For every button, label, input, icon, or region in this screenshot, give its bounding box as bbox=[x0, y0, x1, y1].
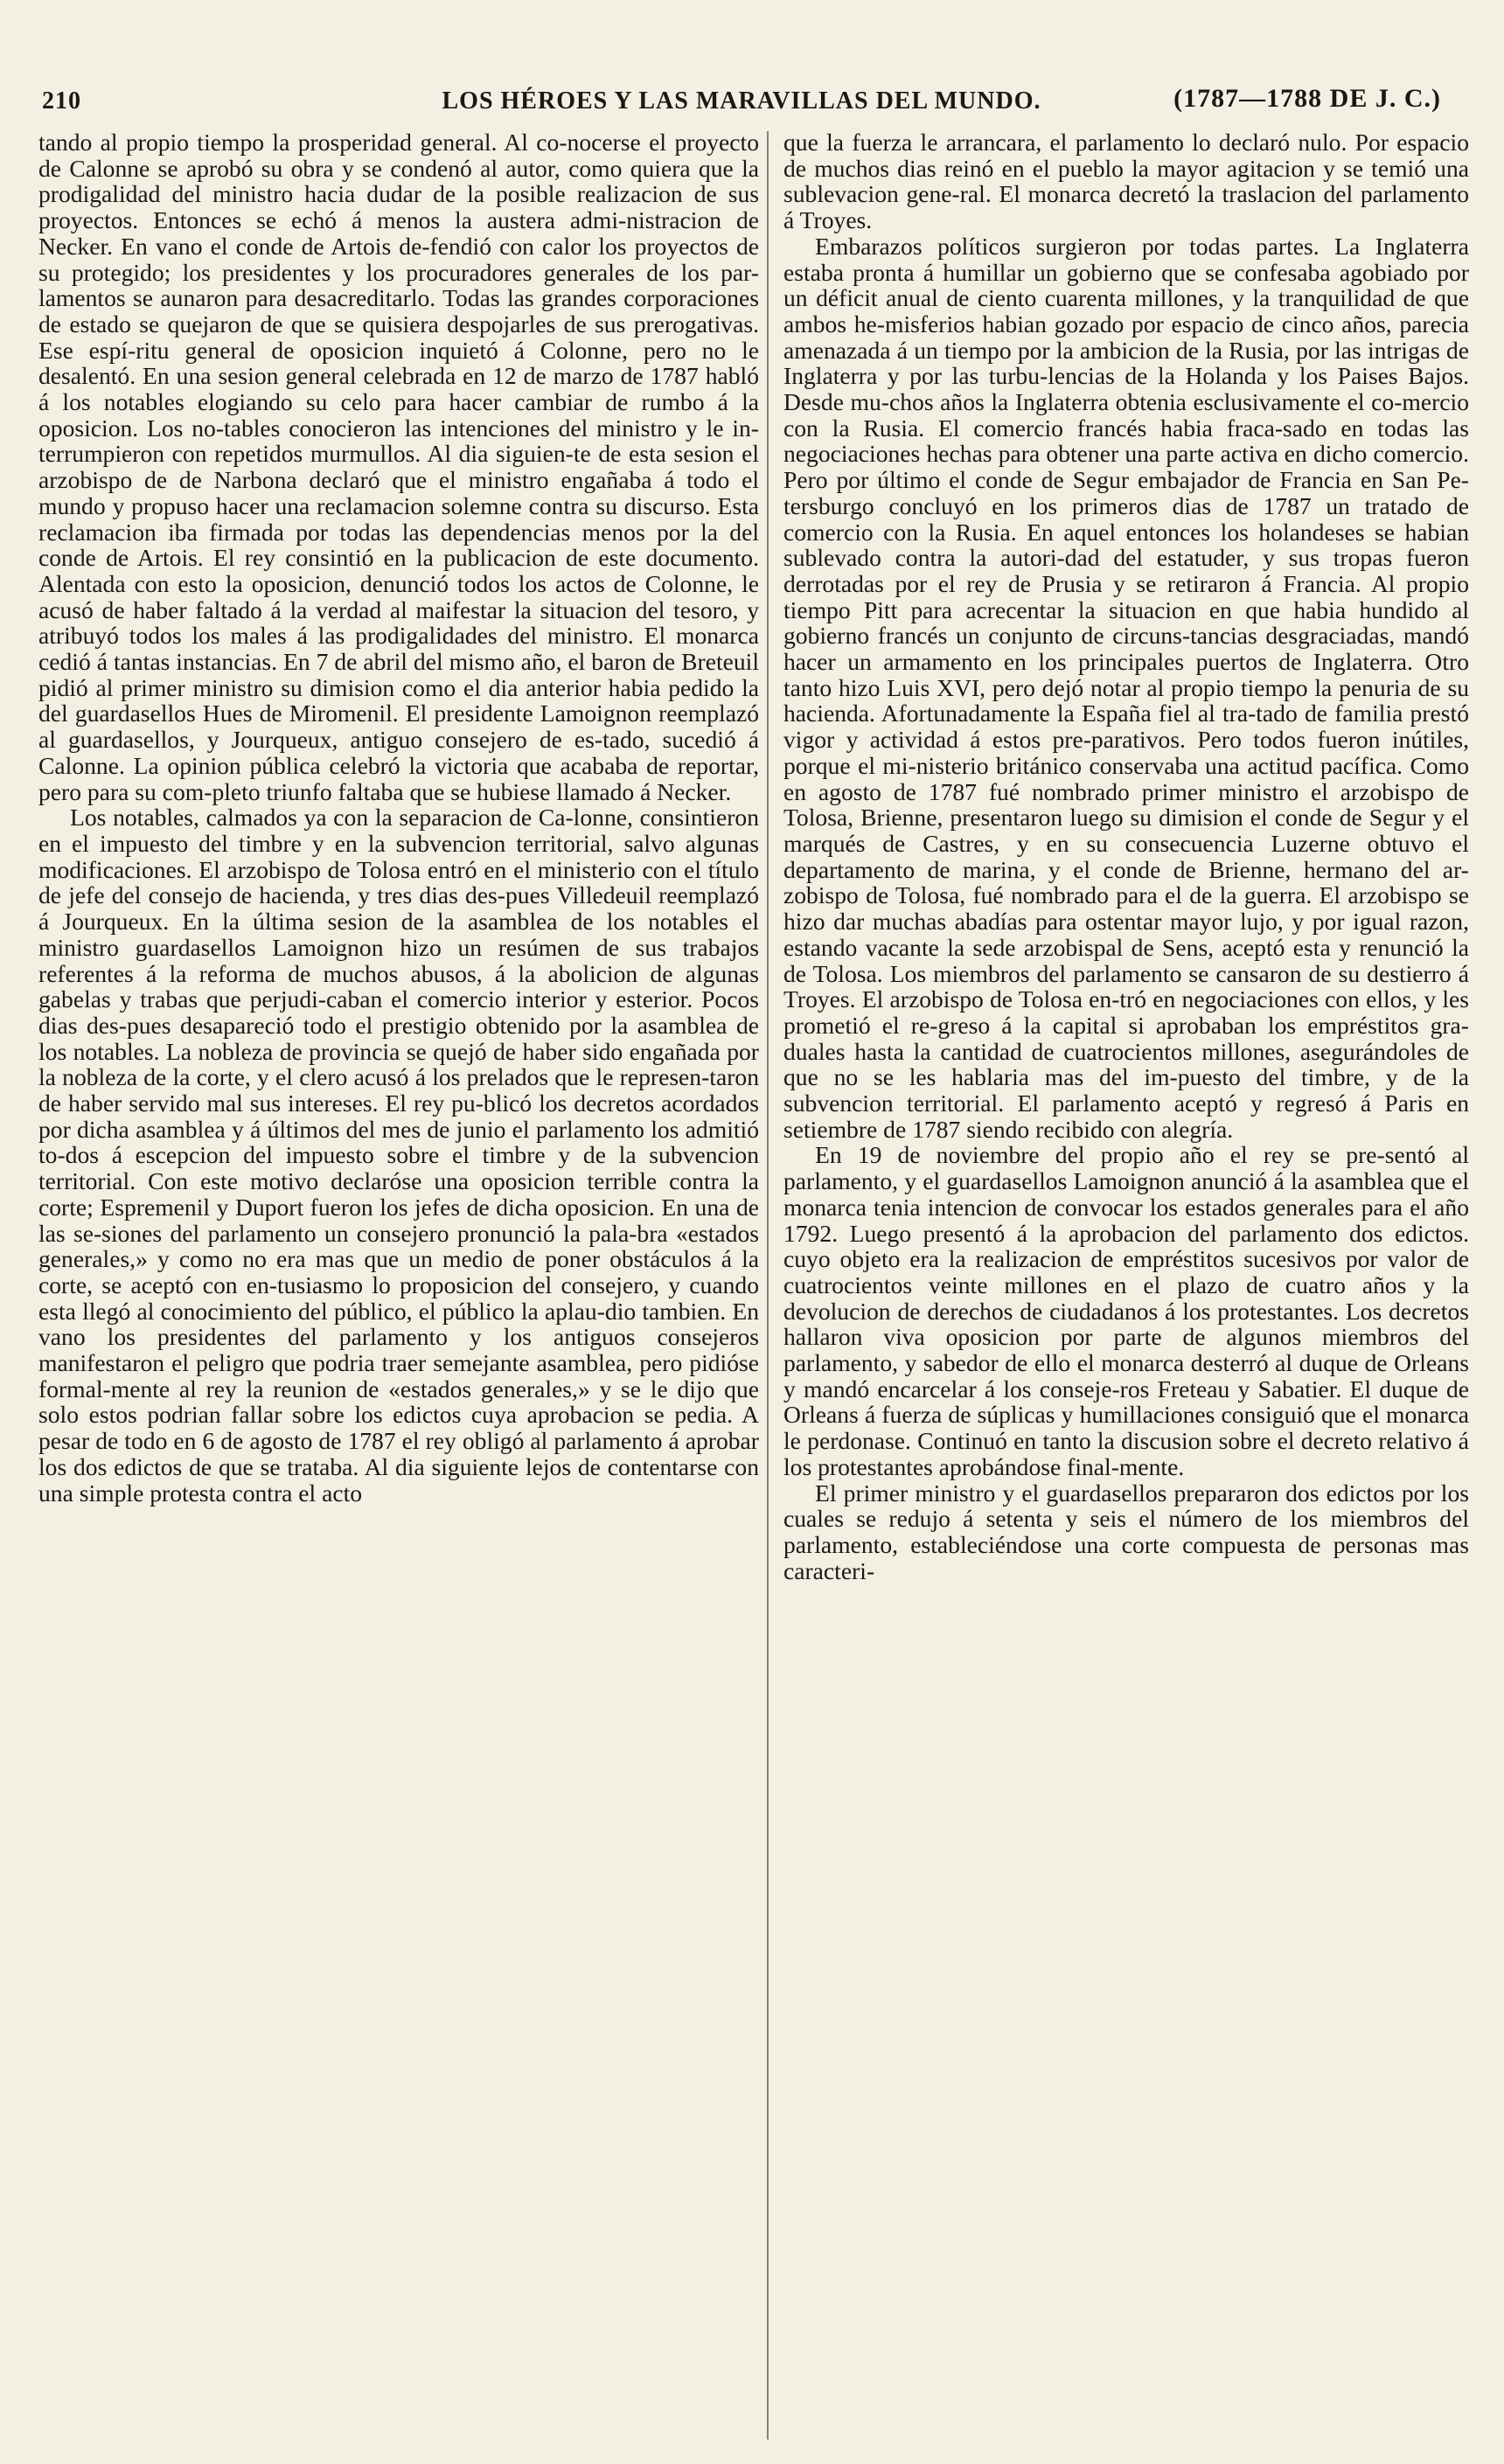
page-header bbox=[42, 80, 1441, 133]
paragraph: En 19 de noviembre del propio año el rey se pre-sentó al parlamento, y el guardasellos Lamoignon anunció á la asamblea que el monarca tenia intencion de convocar los estados generales para el año 1792. Luego presentó á la aprobacion del parlamento dos edictos. cuyo objeto era la realizacion de empréstitos sucesivos por valor de cuatrocientos veinte millones en el plazo de cuatro años y la devolucion de derechos de ciudadanos á los protestantes. Los decretos hallaron viva oposicion por parte de algunos miembros del parlamento, y sabedor de ello el monarca desterró al duque de Orleans y mandó encarcelar á los conseje-ros Freteau y Sabatier. El duque de Orleans á fuerza de súplicas y humillaciones consiguió que el monarca le perdonase. Continuó en tanto la discusion sobre el decreto relativo á los protestantes aprobándose final-mente. bbox=[783, 1141, 1469, 1480]
column-divider bbox=[767, 131, 769, 2440]
left-column bbox=[38, 129, 759, 1506]
paragraph: El primer ministro y el guardasellos prepararon dos edictos por los cuales se redujo á setenta y seis el número de los miembros del parlamento, estableciéndose una corte compuesta de personas mas caracteri- bbox=[783, 1479, 1469, 1584]
paragraph: Embarazos políticos surgieron por todas partes. La Inglaterra estaba pronta á humillar un gobierno que se confesaba agobiado por un déficit anual de ciento cuarenta millones, y la tranquilidad de que ambos he-misferios habian gozado por espacio de cinco años, parecia amenazada á un tiempo por la ambicion de la Rusia, por las intrigas de Inglaterra y por las turbu-lencias de la Holanda y los Paises Bajos. Desde mu-chos años la Inglaterra obtenia esclusivamente el co-mercio con la Rusia. El comercio francés habia fraca-sado en todas las negociaciones hechas para obtener una parte activa en dicho comercio. Pero por último el conde de Segur embajador de Francia en San Pe-tersburgo concluyó en los primeros dias de 1787 un tratado de comercio con la Rusia. En aquel entonces los holandeses se habian sublevado contra la autori-dad del estatuder, y sus tropas fueron derrotadas por el rey de Prusia y se retiraron á Francia. Al propio tiempo Pitt para acrecentar la situacion en que habia hundido al gobierno francés un conjunto de circuns-tancias desgraciadas, mandó hacer un armamento en los principales puertos de Inglaterra. Otro tanto hizo Luis XVI, pero dejó notar al propio tiempo la penuria de su hacienda. Afortunadamente la España fiel al tra-tado de familia prestó vigor y actividad á estos pre-parativos. Pero todos fueron inútiles, porque el mi-nisterio británico conservaba una actitud pacífica. Como en agosto de 1787 fué nombrado primer ministro el arzobispo de Tolosa, Brienne, presentaron luego su dimision el conde de Segur y el marqués de Castres, y en su consecuencia Luzerne obtuvo el departamento de marina, y el conde de Brienne, hermano del ar-zobispo de Tolosa, fué nombrado para el de la guerra. El arzobispo se hizo dar muchas abadías para ostentar mayor lujo, y por igual razon, estando vacante la sede arzobispal de Sens, aceptó esta y renunció la de Tolosa. Los miembros del parlamento se cansaron de su destierro á Troyes. El arzobispo de Tolosa en-tró en negociaciones con ellos, y les prometió el re-greso á la capital si aprobaban los empréstitos gra-duales hasta la cantidad de cuatrocientos millones, asegurándoles de que no se les hablaria mas del im-puesto del timbre, y de la subvencion territorial. El parlamento aceptó y regresó á Paris en setiembre de 1787 siendo recibido con alegría. bbox=[783, 232, 1469, 1143]
running-title: LOS HÉROES Y LAS MARAVILLAS DEL MUNDO. bbox=[442, 87, 1041, 115]
paragraph: tando al propio tiempo la prosperidad general. Al co-nocerse el proyecto de Calonne se aprobó su obra y se condenó al autor, como quiera que la prodigalidad del ministro hacia dudar de la posible realizacion de sus proyectos. Entonces se echó á menos la austera admi-nistracion de Necker. En vano el conde de Artois de-fendió con calor los proyectos de su protegido; los presidentes y los procuradores generales de los par-lamentos se aunaron para desacreditarlo. Todas las grandes corporaciones de estado se quejaron de que se quisiera despojarles de sus prerogativas. Ese espí-ritu general de oposicion inquietó á Colonne, pero no le desalentó. En una sesion general celebrada en 12 de marzo de 1787 habló á los notables elogiando su celo para hacer cambiar de rumbo á la oposicion. Los no-tables conocieron las intenciones del ministro y le in-terrumpieron con repetidos murmullos. Al dia siguien-te de esta sesion el arzobispo de de Narbona declaró que el ministro engañaba á todo el mundo y propuso hacer una reclamacion solemne contra su discurso. Esta reclamacion iba firmada por todas las dependencias menos por la del conde de Artois. El rey consintió en la publicacion de este documento. Alentada con esto la oposicion, denunció todos los actos de Colonne, le acusó de haber faltado á la verdad al maifestar la situacion del tesoro, y atribuyó todos los males á las prodigalidades del ministro. El monarca cedió á tantas instancias. En 7 de abril del mismo año, el baron de Breteuil pidió al primer ministro su dimision como el dia anterior habia pedido la del guardasellos Hues de Miromenil. El presidente Lamoignon reemplazó al guardasellos, y Jourqueux, antiguo consejero de es-tado, sucedió á Calonne. La opinion pública celebró la victoria que acababa de reportar, pero para su com-pleto triunfo faltaba que se hubiese llamado á Necker. bbox=[38, 129, 759, 805]
right-column bbox=[783, 129, 1469, 1584]
date-range: (1787—1788 DE J. C.) bbox=[1173, 84, 1441, 113]
page-number: 210 bbox=[42, 87, 81, 115]
paragraph: Los notables, calmados ya con la separacion de Ca-lonne, consintieron en el impuesto del timbre y en la subvencion territorial, salvo algunas modificaciones. El arzobispo de Tolosa entró en el ministerio con el título de jefe del consejo de hacienda, y tres dias des-pues Villedeuil reemplazó á Jourqueux. En la última sesion de la asamblea de los notables el ministro guardasellos Lamoignon hizo un resúmen de sus trabajos referentes á la reforma de muchos abusos, á la abolicion de algunas gabelas y trabas que perjudi-caban el comercio interior y esterior. Pocos dias des-pues desapareció todo el prestigio obtenido por la asamblea de los notables. La nobleza de provincia se quejó de haber sido engañada por la nobleza de la corte, y el clero acusó á los prelados que le represen-taron de haber servido mal sus intereses. El rey pu-blicó los decretos acordados por dicha asamblea y á últimos del mes de junio el parlamento los admitió to-dos á escepcion del impuesto sobre el timbre y de la subvencion territorial. Con este motivo declaróse una oposicion terrible contra la corte; Espremenil y Duport fueron los jefes de dicha oposicion. En una de las se-siones del parlamento un consejero pronunció la pala-bra «estados generales,» y como no era mas que un medio de poner obstáculos á la corte, se aceptó con en-tusiasmo lo proposicion del consejero, y cuando esta llegó al conocimiento del público, el público la aplau-dio tambien. En vano los presidentes del parlamento y los antiguos consejeros manifestaron el peligro que podria traer semejante asamblea, pero pidióse formal-mente al rey la reunion de «estados generales,» y se le dijo que solo estos podrian fallar sobre los edictos cuya aprobacion se pedia. A pesar de todo en 6 de agosto de 1787 el rey obligó al parlamento á aprobar los dos edictos de que se trataba. Al dia siguiente lejos de contentarse con una simple protesta contra el acto bbox=[38, 804, 759, 1507]
paragraph: que la fuerza le arrancara, el parlamento lo declaró nulo. Por espacio de muchos dias reinó en el pueblo la mayor agitacion y se temió una sublevacion gene-ral. El monarca decretó la traslacion del parlamento á Troyes. bbox=[783, 129, 1469, 234]
